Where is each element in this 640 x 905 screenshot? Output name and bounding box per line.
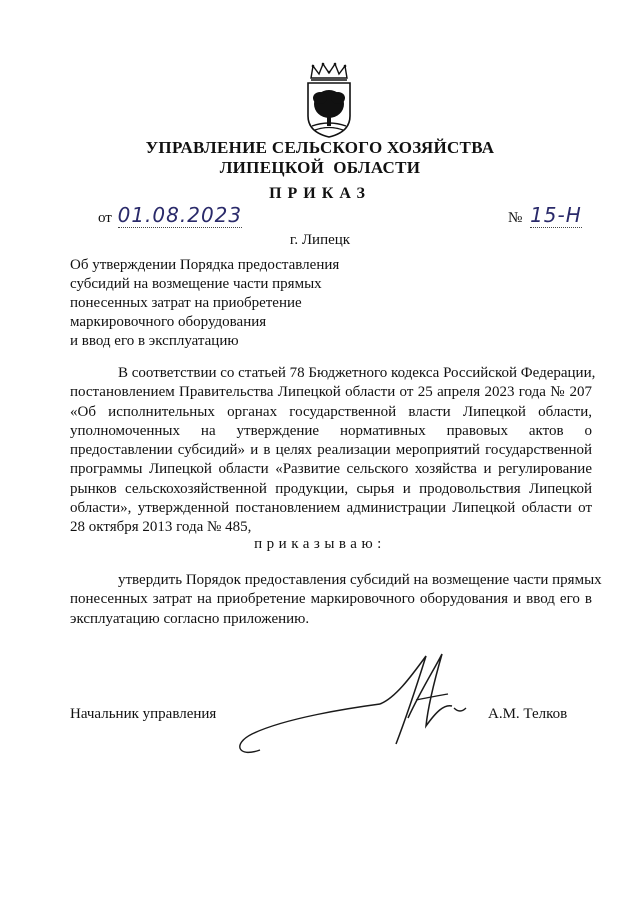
preamble-line: области», утвержденной постановлением администрации Липецкой области от (70, 500, 592, 517)
order-word: приказываю: (254, 536, 386, 552)
preamble-line: «Об исполнительных органах государственной власти Липецкой области, (70, 403, 592, 420)
preamble-line: программы Липецкой области «Развитие сельского хозяйства и регулирование (70, 461, 592, 478)
preamble-line: 28 октября 2013 года № 485, (70, 519, 252, 536)
city: г. Липецк (289, 232, 351, 248)
subject-line: Об утверждении Порядка предоставления (70, 257, 340, 273)
preamble-line: В соответствии со статьей 78 Бюджетного кодекса Российской Федерации, (118, 365, 596, 381)
subject-line: субсидий на возмещение части прямых (70, 276, 322, 292)
resolution-line: понесенных затрат на приобретение маркировочного оборудования и ввод его в (70, 591, 592, 608)
signatory-position: Начальник управления (70, 706, 217, 722)
document-subject (70, 256, 370, 351)
signatory-name: А.М. Телков (488, 706, 568, 722)
resolution-line: утвердить Порядок предоставления субсидий на возмещение части прямых (118, 572, 602, 588)
date-field (98, 203, 242, 227)
date-value: 01.08.2023 (117, 203, 243, 227)
document-type: ПРИКАЗ (269, 185, 371, 202)
preamble-line: уполномоченных на утверждение нормативных правовых актов о (70, 422, 592, 439)
coat-of-arms-emblem (303, 62, 355, 138)
number-prefix: № (508, 210, 523, 226)
organization-name-line2: ЛИПЕЦКОЙ ОБЛАСТИ (219, 158, 421, 177)
order-number-value: 15-Н (530, 203, 582, 227)
preamble-line: предоставлении субсидий» и в целях реализации мероприятий государственной (70, 442, 592, 459)
date-prefix: от (98, 210, 112, 226)
subject-line: понесенных затрат на приобретение (70, 295, 302, 311)
preamble-line: постановлением Правительства Липецкой области от 25 апреля 2023 года № 207 (70, 384, 592, 401)
organization-name-line1: УПРАВЛЕНИЕ СЕЛЬСКОГО ХОЗЯЙСТВА (145, 138, 495, 157)
order-number-field (508, 203, 582, 227)
preamble-paragraph (70, 364, 596, 538)
subject-line: и ввод его в эксплуатацию (70, 333, 239, 349)
handwritten-signature (230, 648, 480, 763)
preamble-line: рынков сельскохозяйственной продукции, сырья и продовольствия Липецкой (70, 480, 592, 497)
resolution-line: эксплуатацию согласно приложению. (70, 610, 310, 627)
resolution-paragraph (70, 571, 602, 629)
subject-line: маркировочного оборудования (70, 314, 267, 330)
